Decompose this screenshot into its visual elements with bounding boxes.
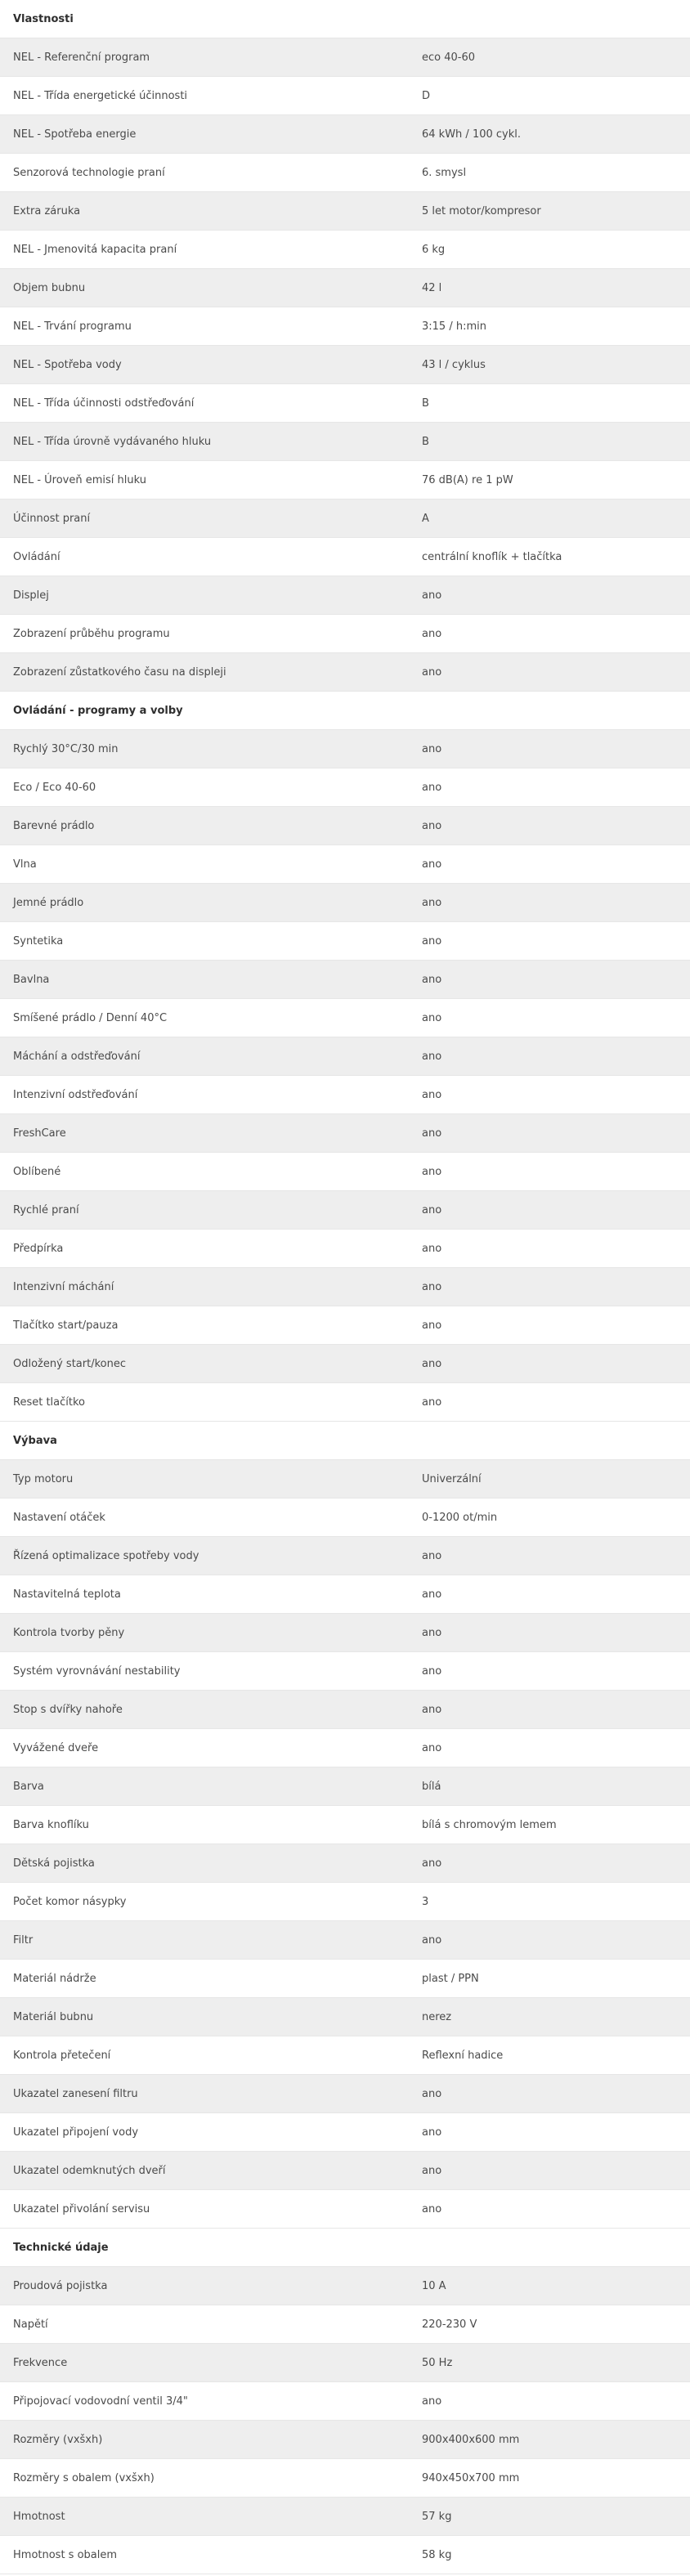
section-title: Výbava — [0, 1422, 409, 1460]
spec-value: 6 kg — [409, 231, 690, 269]
table-row — [0, 1652, 690, 1691]
spec-value: ano — [409, 1345, 690, 1383]
spec-label: Nastavení otáček — [0, 1499, 409, 1537]
spec-value: 10 A — [409, 2267, 690, 2305]
spec-label: NEL - Třída energetické účinnosti — [0, 77, 409, 115]
table-row — [0, 2498, 690, 2536]
spec-value: ano — [409, 1537, 690, 1575]
spec-value: ano — [409, 1921, 690, 1960]
table-row — [0, 1268, 690, 1306]
section-title-spacer — [409, 1422, 690, 1460]
table-row — [0, 1844, 690, 1883]
spec-value: 64 kWh / 100 cykl. — [409, 115, 690, 154]
table-row — [0, 2036, 690, 2075]
table-row — [0, 1153, 690, 1191]
spec-value: ano — [409, 1268, 690, 1306]
spec-value: 43 l / cyklus — [409, 346, 690, 384]
table-row — [0, 730, 690, 768]
spec-value: ano — [409, 1306, 690, 1345]
table-row — [0, 38, 690, 77]
table-row — [0, 1191, 690, 1230]
spec-value: bílá s chromovým lemem — [409, 1806, 690, 1844]
section-title: Vlastnosti — [0, 0, 409, 38]
spec-value: 50 Hz — [409, 2344, 690, 2382]
table-row — [0, 1306, 690, 1345]
spec-label: Počet komor násypky — [0, 1883, 409, 1921]
spec-label: Ukazatel zanesení filtru — [0, 2075, 409, 2113]
spec-label: Tlačítko start/pauza — [0, 1306, 409, 1345]
table-row — [0, 538, 690, 576]
spec-label: Předpírka — [0, 1230, 409, 1268]
spec-label: Ukazatel připojení vody — [0, 2113, 409, 2152]
spec-label: Oblíbené — [0, 1153, 409, 1191]
spec-label: NEL - Spotřeba vody — [0, 346, 409, 384]
spec-value: ano — [409, 1191, 690, 1230]
spec-label: Rozměry (vxšxh) — [0, 2421, 409, 2459]
spec-label: Materiál nádrže — [0, 1960, 409, 1998]
spec-value: Reflexní hadice — [409, 2036, 690, 2075]
spec-label: Bavlna — [0, 961, 409, 999]
spec-label: Reset tlačítko — [0, 1383, 409, 1422]
table-row — [0, 1960, 690, 1998]
spec-label: NEL - Jmenovitá kapacita praní — [0, 231, 409, 269]
spec-label: Typ motoru — [0, 1460, 409, 1499]
spec-label: Proudová pojistka — [0, 2267, 409, 2305]
spec-value: ano — [409, 768, 690, 807]
spec-label: Syntetika — [0, 922, 409, 961]
spec-label: Rychlý 30°C/30 min — [0, 730, 409, 768]
spec-label: Kontrola tvorby pěny — [0, 1614, 409, 1652]
table-row — [0, 500, 690, 538]
table-row — [0, 346, 690, 384]
spec-value: ano — [409, 807, 690, 845]
section-title-spacer — [409, 2229, 690, 2267]
table-row — [0, 2305, 690, 2344]
spec-value: ano — [409, 653, 690, 692]
spec-value: 3 — [409, 1883, 690, 1921]
spec-value: ano — [409, 2190, 690, 2229]
table-row — [0, 1767, 690, 1806]
spec-label: Rychlé praní — [0, 1191, 409, 1230]
table-row — [0, 384, 690, 423]
table-row — [0, 2382, 690, 2421]
spec-label: Barva knoflíku — [0, 1806, 409, 1844]
spec-value: ano — [409, 1383, 690, 1422]
spec-value: 76 dB(A) re 1 pW — [409, 461, 690, 500]
table-row — [0, 1806, 690, 1844]
spec-label: Ovládání — [0, 538, 409, 576]
table-row — [0, 615, 690, 653]
table-row — [0, 1499, 690, 1537]
spec-value: ano — [409, 1575, 690, 1614]
spec-label: Odložený start/konec — [0, 1345, 409, 1383]
table-row — [0, 1230, 690, 1268]
spec-label: Barva — [0, 1767, 409, 1806]
spec-label: Napětí — [0, 2305, 409, 2344]
table-row — [0, 2267, 690, 2305]
table-row — [0, 192, 690, 231]
spec-value: ano — [409, 1037, 690, 1076]
spec-value: ano — [409, 2382, 690, 2421]
table-row — [0, 1614, 690, 1652]
spec-value: ano — [409, 1844, 690, 1883]
section-title: Ovládání - programy a volby — [0, 692, 409, 730]
spec-value: B — [409, 384, 690, 423]
spec-value: ano — [409, 2075, 690, 2113]
spec-label: Máchání a odstřeďování — [0, 1037, 409, 1076]
spec-label: Zobrazení průběhu programu — [0, 615, 409, 653]
spec-value: ano — [409, 1153, 690, 1191]
spec-value: ano — [409, 1652, 690, 1691]
table-row — [0, 922, 690, 961]
spec-value: 220-230 V — [409, 2305, 690, 2344]
spec-value: ano — [409, 1691, 690, 1729]
spec-label: Kontrola přetečení — [0, 2036, 409, 2075]
section-header — [0, 692, 690, 730]
table-row — [0, 77, 690, 115]
spec-label: Eco / Eco 40-60 — [0, 768, 409, 807]
table-row — [0, 1345, 690, 1383]
spec-value: ano — [409, 576, 690, 615]
spec-label: NEL - Třída účinnosti odstřeďování — [0, 384, 409, 423]
section-title: Technické údaje — [0, 2229, 409, 2267]
table-row — [0, 269, 690, 307]
section-title-spacer — [409, 0, 690, 38]
spec-value: 6. smysl — [409, 154, 690, 192]
spec-label: Frekvence — [0, 2344, 409, 2382]
spec-label: Senzorová technologie praní — [0, 154, 409, 192]
spec-value: 58 kg — [409, 2536, 690, 2574]
table-row — [0, 461, 690, 500]
table-row — [0, 1037, 690, 1076]
spec-label: FreshCare — [0, 1114, 409, 1153]
spec-value: bílá — [409, 1767, 690, 1806]
spec-value: plast / PPN — [409, 1960, 690, 1998]
spec-value: ano — [409, 2113, 690, 2152]
table-row — [0, 154, 690, 192]
spec-label: Připojovací vodovodní ventil 3/4" — [0, 2382, 409, 2421]
spec-label: Ukazatel přivolání servisu — [0, 2190, 409, 2229]
table-row — [0, 2152, 690, 2190]
table-row — [0, 1460, 690, 1499]
table-row — [0, 2190, 690, 2229]
spec-label: Extra záruka — [0, 192, 409, 231]
spec-value: 57 kg — [409, 2498, 690, 2536]
spec-value: ano — [409, 961, 690, 999]
section-header — [0, 1422, 690, 1460]
spec-label: Barevné prádlo — [0, 807, 409, 845]
spec-label: Filtr — [0, 1921, 409, 1960]
table-row — [0, 768, 690, 807]
section-title-spacer — [409, 692, 690, 730]
spec-label: Objem bubnu — [0, 269, 409, 307]
spec-label: Smíšené prádlo / Denní 40°C — [0, 999, 409, 1037]
table-row — [0, 1114, 690, 1153]
spec-value: nerez — [409, 1998, 690, 2036]
spec-value: 5 let motor/kompresor — [409, 192, 690, 231]
spec-value: ano — [409, 1614, 690, 1652]
spec-value: ano — [409, 1076, 690, 1114]
spec-value: ano — [409, 845, 690, 884]
table-row — [0, 231, 690, 269]
spec-value: ano — [409, 1114, 690, 1153]
spec-value: 940x450x700 mm — [409, 2459, 690, 2498]
spec-label: Ukazatel odemknutých dveří — [0, 2152, 409, 2190]
table-row — [0, 2421, 690, 2459]
table-row — [0, 1383, 690, 1422]
table-row — [0, 999, 690, 1037]
spec-value: ano — [409, 615, 690, 653]
spec-label: NEL - Trvání programu — [0, 307, 409, 346]
table-row — [0, 807, 690, 845]
table-row — [0, 307, 690, 346]
spec-value: 42 l — [409, 269, 690, 307]
spec-label: NEL - Úroveň emisí hluku — [0, 461, 409, 500]
spec-label: Intenzivní odstřeďování — [0, 1076, 409, 1114]
spec-value: ano — [409, 922, 690, 961]
spec-label: Dětská pojistka — [0, 1844, 409, 1883]
spec-label: Hmotnost s obalem — [0, 2536, 409, 2574]
spec-value: ano — [409, 999, 690, 1037]
table-row — [0, 1575, 690, 1614]
table-row — [0, 1076, 690, 1114]
spec-value: 0-1200 ot/min — [409, 1499, 690, 1537]
section-header — [0, 0, 690, 38]
spec-label: NEL - Referenční program — [0, 38, 409, 77]
table-row — [0, 1883, 690, 1921]
table-row — [0, 2075, 690, 2113]
table-row — [0, 1921, 690, 1960]
table-row — [0, 576, 690, 615]
table-row — [0, 2344, 690, 2382]
spec-label: Jemné prádlo — [0, 884, 409, 922]
table-row — [0, 845, 690, 884]
table-row — [0, 2459, 690, 2498]
spec-label: Účinnost praní — [0, 500, 409, 538]
spec-value: ano — [409, 730, 690, 768]
spec-label: Vyvážené dveře — [0, 1729, 409, 1767]
table-row — [0, 961, 690, 999]
spec-value: B — [409, 423, 690, 461]
spec-label: NEL - Spotřeba energie — [0, 115, 409, 154]
table-row — [0, 1729, 690, 1767]
spec-value: eco 40-60 — [409, 38, 690, 77]
table-row — [0, 115, 690, 154]
table-row — [0, 2536, 690, 2574]
spec-value: ano — [409, 884, 690, 922]
table-row — [0, 2113, 690, 2152]
spec-value: 900x400x600 mm — [409, 2421, 690, 2459]
spec-label: Vlna — [0, 845, 409, 884]
spec-label: Nastavitelná teplota — [0, 1575, 409, 1614]
spec-value: centrální knoflík + tlačítka — [409, 538, 690, 576]
spec-value: 3:15 / h:min — [409, 307, 690, 346]
section-header — [0, 2229, 690, 2267]
spec-label: Rozměry s obalem (vxšxh) — [0, 2459, 409, 2498]
spec-label: NEL - Třída úrovně vydávaného hluku — [0, 423, 409, 461]
table-row — [0, 653, 690, 692]
table-row — [0, 423, 690, 461]
spec-value: ano — [409, 1230, 690, 1268]
spec-value: ano — [409, 2152, 690, 2190]
spec-label: Materiál bubnu — [0, 1998, 409, 2036]
spec-label: Systém vyrovnávání nestability — [0, 1652, 409, 1691]
spec-label: Displej — [0, 576, 409, 615]
spec-value: A — [409, 500, 690, 538]
table-row — [0, 1998, 690, 2036]
spec-label: Stop s dvířky nahoře — [0, 1691, 409, 1729]
spec-value: D — [409, 77, 690, 115]
spec-label: Hmotnost — [0, 2498, 409, 2536]
table-row — [0, 1537, 690, 1575]
spec-value: ano — [409, 1729, 690, 1767]
spec-label: Intenzivní máchání — [0, 1268, 409, 1306]
spec-label: Řízená optimalizace spotřeby vody — [0, 1537, 409, 1575]
table-row — [0, 884, 690, 922]
spec-label: Zobrazení zůstatkového času na displeji — [0, 653, 409, 692]
spec-value: Univerzální — [409, 1460, 690, 1499]
table-row — [0, 1691, 690, 1729]
